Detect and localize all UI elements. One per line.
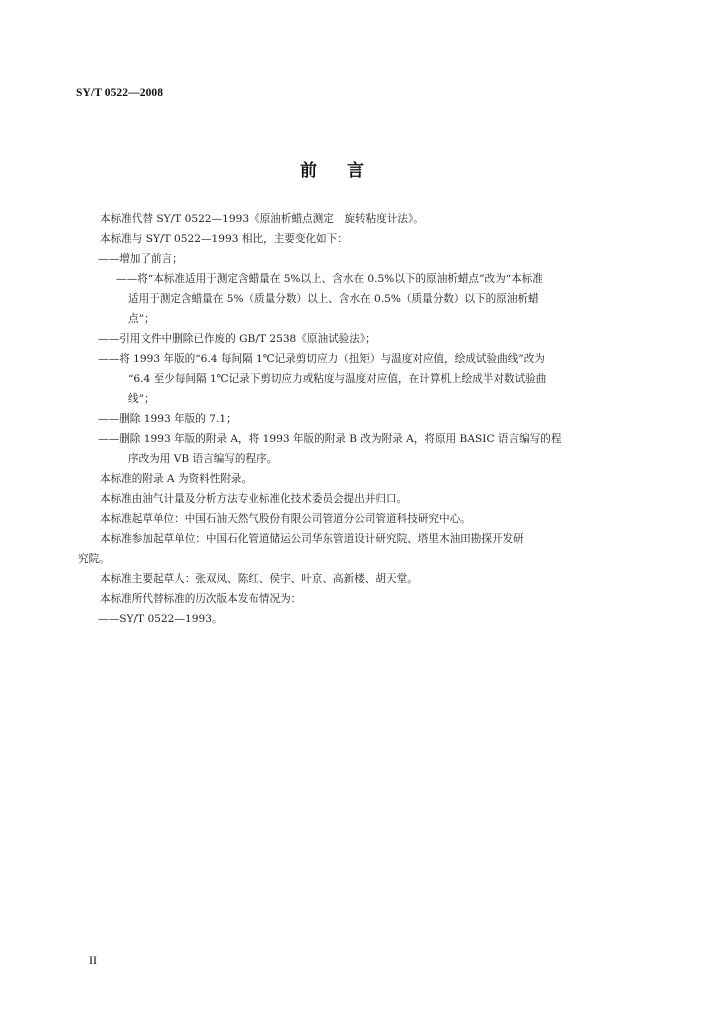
change-item-scope-end: 点”；	[128, 313, 155, 325]
page-number: II	[89, 953, 97, 967]
paragraph-annex-informative: 本标准的附录 A 为资料性附录。	[100, 473, 253, 485]
change-item-references: ——引用文件中删除已作废的 GB/T 2538《原油试验法》；	[98, 333, 376, 345]
paragraph-drafters: 本标准主要起草人：张双凤、陈红、侯宇、叶京、高新楼、胡天堂。	[100, 573, 418, 585]
paragraph-history-intro: 本标准所代替标准的历次版本发布情况为：	[100, 593, 302, 605]
page-title: 前言	[300, 161, 394, 181]
paragraph-participating-units-cont: 究院。	[78, 553, 110, 565]
change-item-clause-6-4-cont: “6.4 至少每间隔 1℃记录下剪切应力或粘度与温度对应值，在计算机上绘成半对数试验曲	[128, 373, 547, 385]
change-item-clause-6-4: ——将 1993 年版的“6.4 每间隔 1℃记录剪切应力（扭矩）与温度对应值，绘成试验曲线”改为	[98, 353, 545, 365]
change-item-annex-cont: 序改为用 VB 语言编写的程序。	[128, 453, 278, 465]
paragraph-replaces: 本标准代替 SY/T 0522—1993《原油析蜡点测定 旋转粘度计法》。	[100, 213, 424, 225]
change-item-foreword: ——增加了前言；	[98, 253, 183, 265]
paragraph-proposed-by: 本标准由油气计量及分析方法专业标准化技术委员会提出并归口。	[100, 493, 408, 505]
foreword-body	[78, 209, 638, 629]
paragraph-changes-intro: 本标准与 SY/T 0522—1993 相比，主要变化如下：	[100, 233, 348, 245]
paragraph-drafting-unit: 本标准起草单位：中国石油天然气股份有限公司管道分公司管道科技研究中心。	[100, 513, 471, 525]
change-item-scope: ——将“本标准适用于测定含蜡量在 5%以上、含水在 0.5%以下的原油析蜡点”改为“本标准	[116, 273, 543, 285]
change-item-annex: ——删除 1993 年版的附录 A，将 1993 年版的附录 B 改为附录 A，将原用 BASIC 语言编写的程	[98, 433, 562, 445]
change-item-clause-6-4-end: 线”；	[128, 393, 155, 405]
paragraph-participating-units: 本标准参加起草单位：中国石化管道储运公司华东管道设计研究院、塔里木油田勘探开发研	[100, 533, 524, 545]
change-item-scope-cont: 适用于测定含蜡量在 5%（质量分数）以上、含水在 0.5%（质量分数）以下的原油析蜡	[128, 293, 539, 305]
history-item: ——SY/T 0522—1993。	[98, 613, 223, 625]
standard-code: SY/T 0522—2008	[76, 87, 164, 99]
change-item-delete-7-1: ——删除 1993 年版的 7.1；	[98, 413, 237, 425]
